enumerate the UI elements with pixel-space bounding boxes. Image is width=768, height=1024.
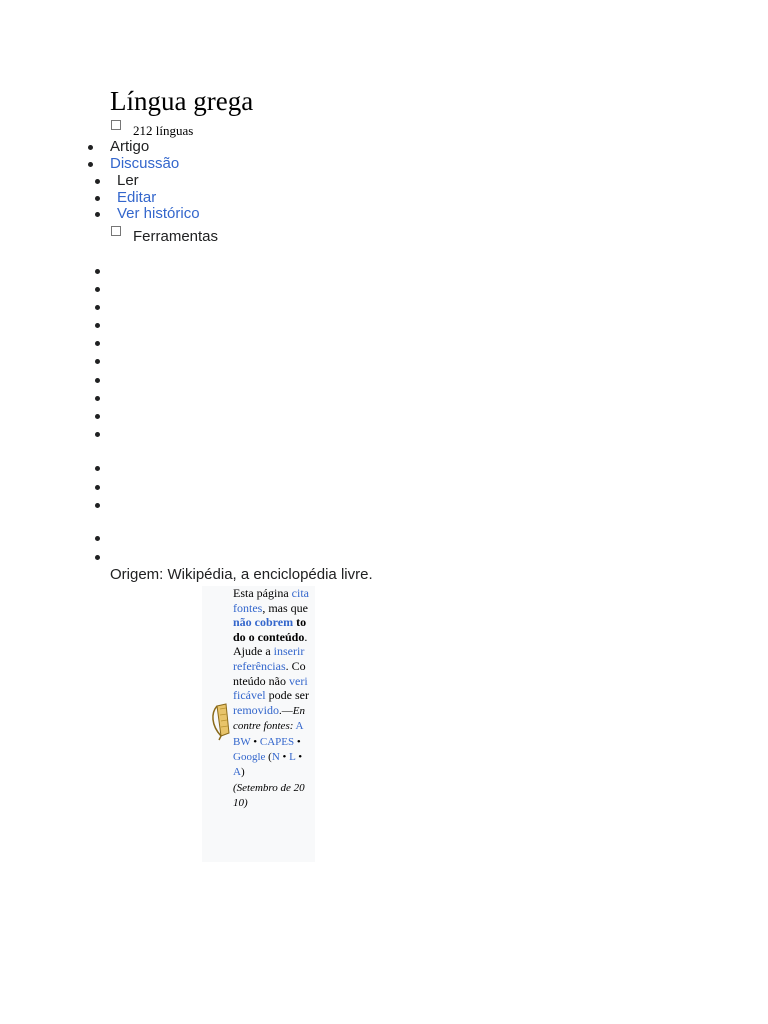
- view-ler[interactable]: Ler: [117, 172, 139, 189]
- separator: •: [250, 735, 260, 748]
- bullet: [95, 212, 100, 217]
- empty-list-bullet: [95, 414, 100, 419]
- tools-label[interactable]: Ferramentas: [133, 228, 219, 245]
- inserir-referencias-link[interactable]: inserir referências: [233, 644, 305, 673]
- notice-text: .—: [279, 704, 293, 717]
- view-editar[interactable]: Editar: [117, 189, 157, 206]
- notice-text: pode ser: [265, 688, 309, 703]
- nao-cobrem-link[interactable]: não cobrem: [233, 615, 294, 630]
- empty-list-bullet: [95, 485, 100, 490]
- languages-label[interactable]: 212 línguas: [133, 123, 194, 138]
- empty-list-bullet: [95, 341, 100, 346]
- empty-list-bullet: [95, 378, 100, 383]
- citation-notice-text: [233, 586, 309, 811]
- cita-fontes-link[interactable]: cita fontes: [233, 586, 309, 615]
- source-n-link[interactable]: N: [271, 750, 280, 763]
- empty-list-bullet: [95, 432, 100, 437]
- notice-text: Esta página: [233, 586, 292, 600]
- bullet: [95, 179, 100, 184]
- empty-list-bullet: [95, 536, 100, 541]
- separator: •: [294, 735, 301, 748]
- citation-notice-box: [202, 586, 315, 862]
- empty-list-bullet: [95, 269, 100, 274]
- empty-list-bullet: [95, 305, 100, 310]
- tools-checkbox[interactable]: [111, 226, 121, 236]
- separator: •: [295, 750, 303, 763]
- site-subtitle: Origem: Wikipédia, a enciclopédia livre.: [110, 566, 373, 583]
- source-abw-link[interactable]: ABW: [233, 720, 304, 748]
- find-sources-label: Encontre fontes:: [233, 704, 305, 733]
- separator: •: [279, 750, 290, 763]
- notice-text-bold: todo o conteúdo: [233, 615, 307, 644]
- page-title: Língua grega: [110, 86, 254, 116]
- source-l-link[interactable]: L: [289, 750, 296, 763]
- notice-text: . Conteúdo não: [233, 658, 306, 688]
- source-google-link[interactable]: Google: [233, 750, 266, 763]
- empty-list-bullet: [95, 503, 100, 508]
- empty-list-bullet: [95, 359, 100, 364]
- empty-list-bullet: [95, 287, 100, 292]
- source-capes-link[interactable]: CAPES: [259, 735, 295, 748]
- bullet: [95, 196, 100, 201]
- notice-text: . Ajude a: [233, 629, 308, 659]
- notice-date: (Setembro de 2010): [233, 781, 305, 810]
- tab-discussao[interactable]: Discussão: [110, 155, 180, 172]
- empty-list-bullet: [95, 396, 100, 401]
- view-historico[interactable]: Ver histórico: [117, 205, 200, 222]
- bullet: [88, 162, 93, 167]
- tab-artigo[interactable]: Artigo: [110, 138, 150, 155]
- source-a-link[interactable]: A: [233, 766, 241, 779]
- languages-checkbox[interactable]: [111, 120, 121, 130]
- empty-list-bullet: [95, 323, 100, 328]
- paren-open: (: [265, 750, 272, 763]
- empty-list-bullet: [95, 466, 100, 471]
- removido-link[interactable]: removido: [233, 702, 279, 717]
- paren-close: ): [240, 766, 245, 779]
- notice-text: , mas que: [262, 600, 308, 615]
- bullet: [88, 145, 93, 150]
- verificavel-link[interactable]: verificável: [233, 673, 308, 703]
- unbalanced-scales-icon: [209, 703, 231, 741]
- empty-list-bullet: [95, 555, 100, 560]
